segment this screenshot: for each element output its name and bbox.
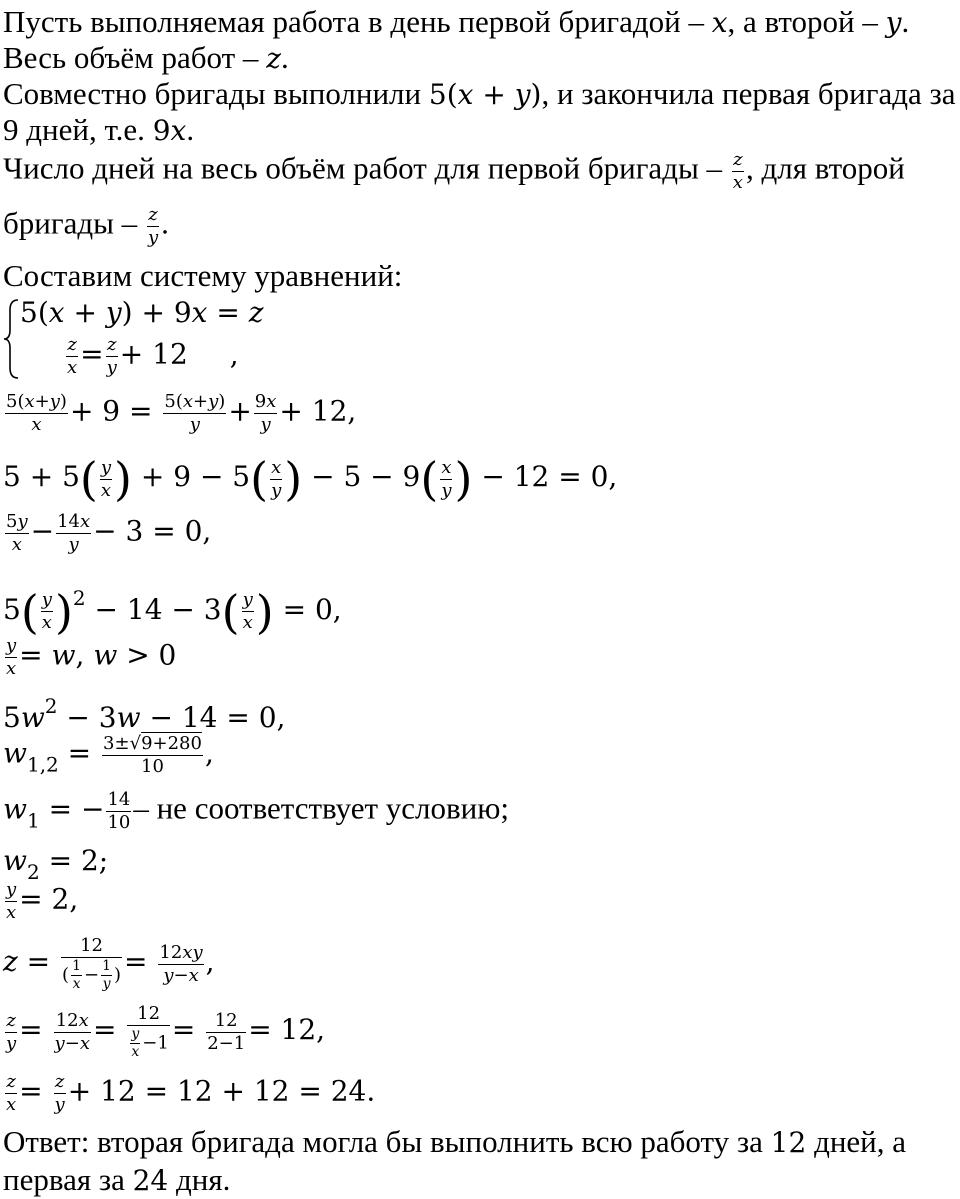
step-6: $5w^2 - 3w - 14 = 0$,: [3, 694, 286, 734]
system-eq-1: 5(x + y) + 9x = z: [20, 296, 264, 329]
step-8: $w_1$ = − $\frac{14}{10}$ – не соответствует условию;: [3, 789, 509, 833]
answer-line-1: Ответ: вторая бригада могла бы выполнить всю работу за 12 дней, а: [3, 1124, 907, 1159]
step-11: z = 12 ( $\frac{1}{x}$ − $\frac{1}{y}$ ) = $\frac{12xy}{y-x}$ ,: [3, 935, 215, 992]
answer-line-2: первая за 24 дня.: [3, 1162, 231, 1197]
system-eq-2: $\frac{z}{x}$ = $\frac{z}{y}$ + 12 ,: [67, 334, 239, 378]
step-9: $w_2 = 2$;: [3, 844, 109, 884]
step-12: $\frac{z}{y}$ = $\frac{12x}{y-x}$ = 12 $\frac{y}{x}$ −1 = $\frac{12}{2-1}$ = 12,: [6, 1003, 326, 1060]
intro-line-3: Совместно бригады выполнили 5(x + y), и закончила первая бригада за: [3, 76, 956, 111]
step-3: $\frac{5y}{x}$ − $\frac{14x}{y}$ − 3 = 0,: [6, 511, 212, 555]
step-5: $\frac{y}{x}$ = w, w > 0: [6, 635, 177, 679]
step-10: $\frac{y}{x}$ = 2,: [6, 879, 79, 923]
intro-line-6: бригады – $\frac{z}{y}$ .: [3, 204, 169, 248]
intro-line-5: Число дней на весь объём работ для первой бригады – $\frac{z}{x}$ , для второй: [3, 149, 905, 193]
step-2: 5 + 5( $\frac{y}{x}$ ) + 9 − 5( $\frac{x}{y}$ ) − 5 − 9( $\frac{x}{y}$ ) − 12 = 0,: [3, 452, 618, 506]
system-brace: [2, 298, 20, 380]
intro-line-2: Весь объём работ – z.: [3, 40, 289, 75]
intro-line-7: Составим систему уравнений:: [3, 258, 403, 293]
step-1: $\frac{5(x+y)}{x}$ + 9 = $\frac{5(x+y)}{y}$ + $\frac{9x}{y}$ + 12,: [6, 391, 357, 435]
intro-line-1: Пусть выполняемая работа в день первой бригадой – x, а второй – y.: [3, 4, 910, 39]
intro-line-4: 9 дней, т.е. 9x.: [3, 112, 195, 147]
step-13: $\frac{z}{x}$ = $\frac{z}{y}$ + 12 = 12 + 12 = 24.: [6, 1071, 376, 1115]
step-4: 5( $\frac{y}{x}$ )$^2$ − 14 − 3( $\frac{y}{x}$ ) = 0,: [3, 584, 342, 639]
step-7: $w_{1,2}$ = $\frac{3\pm√9+280}{10}$ ,: [3, 733, 214, 777]
